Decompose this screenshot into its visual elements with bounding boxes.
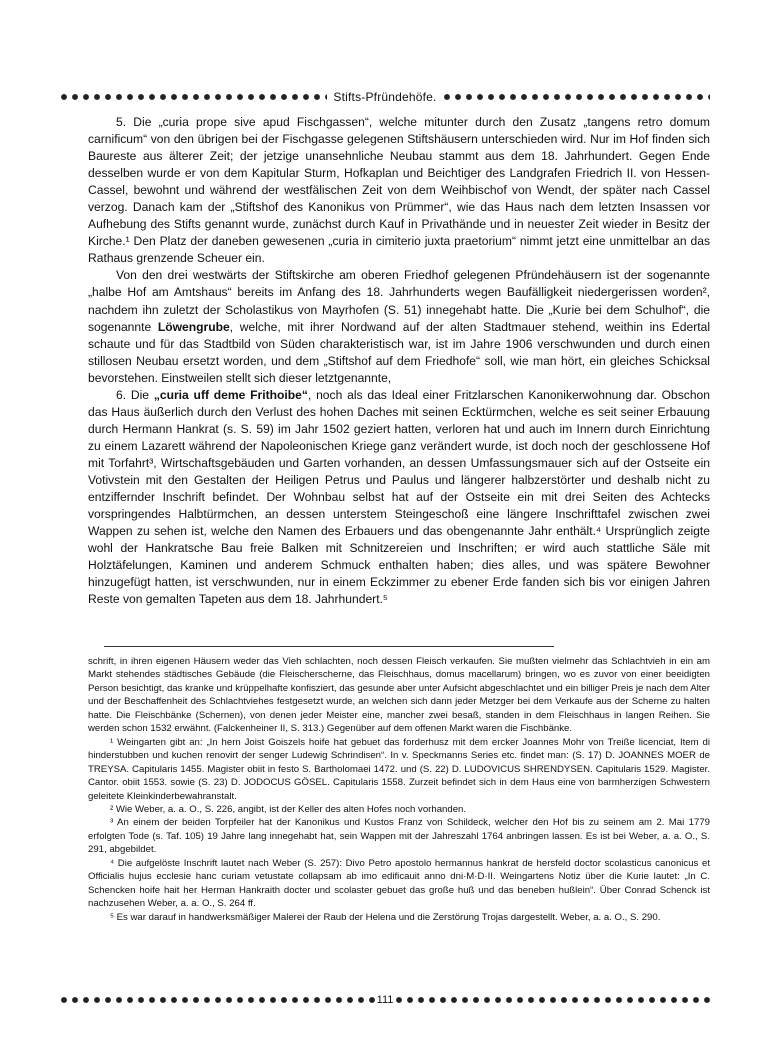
- paragraph-west-houses: Von den drei westwärts der Stiftskirche am oberen Friedhof gelegenen Pfründehäusern ist der sogenannte „halbe Hof am Amtshaus“ bereits im Anfang des 18. Jahrhunderts wegen Baufälligkeit niedergerissen worden², nachdem ihn zuletzt der Scholastikus von Mayrhofen (S. 51) innegehabt hatte. Die „Kurie bei dem Schulhof“, die sogenannte Löwengrube, welche, mit ihrer Nordwand auf der alten Stadtmauer stehend, weithin ins Edertal schaute und für das Stadtbild von Süden charakteristisch war, ist im Jahre 1906 verschwunden und durch einen stillosen Neubau ersetzt worden, und dem „Stiftshof auf dem Friedhofe“ soll, wie man hört, ein gleiches Schicksal bevorstehen. Einstweilen stellt sich dieser letztgenannte,: [88, 268, 711, 385]
- main-text: [88, 114, 710, 608]
- footnote-separator: [104, 646, 554, 647]
- ornament-band-left: [60, 92, 327, 102]
- footnote-3: ³ An einem der beiden Torpfeiler hat der Kanonikus und Kustos Franz von Schildeck, welcher den Hof bis zu seinem am 2. Mai 1779 erfolgten Tode (s. Taf. 105) 19 Jahre lang innegehabt hat, sein Wappen mit der Jahreszahl 1764 anbringen lassen. Es ist bei Weber, a. a. O., S. 291, abgebildet.: [88, 817, 710, 856]
- footnote-2: ² Wie Weber, a. a. O., S. 226, angibt, ist der Keller des alten Hofes noch vorhanden.: [110, 803, 467, 815]
- footnote-1: ¹ Weingarten gibt an: „In hern Joist Goiszels hoife hat gebuet das forderhusz mit dem ercker Joannes Mohr von Treiße licenciat, Item di hinderstubben und kuchen renovirt der senger Ludewig Schrindisen“. In v. Speckmanns Series etc. findet man: (S. 17) D. JOANNES MOER de TREYSA. Capitularis 1455. Magister obiit in festo S. Bartholomaei 1472. und (S. 22) D. LUDOVICUS SHRENDYSEN. Capitularis 1529. Magister. Cantor. obiit 1553. sowie (S. 23) D. JODOCUS GÖSEL. Capitularis 1558. Zurzeit befindet sich in dem Haus eine von barmherzigen Schwestern geleitete Kleinkinderbewahranstalt.: [88, 736, 710, 802]
- footer-ornament-right: [395, 995, 710, 1005]
- bold-curia-frithoibe: „curia uff deme Frithoibe“: [153, 387, 308, 402]
- ornament-band-right: [443, 92, 710, 102]
- paragraph-5: 5. Die „curia prope sive apud Fischgassen“, welche mitunter durch den Zusatz „tangens retro domum carnificum“ von den übrigen bei der Fischgasse gelegenen Stiftshäusern unterschieden wird. Nur im Hof finden sich Baureste aus älterer Zeit; der jetzige unansehnliche Neubau stammt aus dem 18. Jahrhundert. Gegen Ende desselben wurde er von dem Kapitular Sturm, Hofkaplan und Beichtiger des Landgrafen Friedrich II. von Hessen-Cassel, bewohnt und während der westfälischen Zeit von dem Weihbischof von Wendt, der später nach Cassel verzog. Danach kam der „Stiftshof des Kanonikus von Prümmer“, wie das Haus nach dem letzten Insassen vor Aufhebung des Stifts genannt wurde, zunächst durch Kauf in Privathände und in neuester Zeit wieder in Besitz der Kirche.¹ Den Platz der daneben gewesenen „curia in cimiterio juxta praetorium“ nimmt jetzt eine unmittelbar an das Rathaus grenzende Scheuer ein.: [88, 115, 710, 266]
- paragraph-6: 6. Die „curia uff deme Frithoibe“, noch als das Ideal einer Fritzlarschen Kanonikerwohnung dar. Obschon das Haus äußerlich durch den Verlust des hohen Daches mit seinen Ecktürmchen, welche es seit seiner Erbauung durch Hermann Hankrat (s. S. 59) im Jahr 1502 geziert hatten, verloren hat und auch im Innern durch Einrichtung zu einem Lazarett während der Napoleonischen Kriege ganz verändert wurde, ist doch noch der geschlossene Hof mit Torfahrt³, Wirtschaftsgebäuden und Garten vorhanden, an dessen Umfassungsmauer sich auf der Ostseite ein Votivstein mit den Gestalten der Heiligen Petrus und Paulus und längerer halbzerstörter und deshalb nicht zu entziffernder Inschrift befindet. Der Wohnbau selbst hat auf der Ostseite ein mit drei Seiten des Achtecks vorspringendes Halbtürmchen, an dessen unterstem Steingeschoß eine längere Inschrifttafel zwischen zwei Wappen zu sehen ist, welche den Namen des Erbauers und das obengenannte Jahr enthält.⁴ Ursprünglich zeigte wohl der Hankratsche Bau freie Balken mit Schnitzereien und Inschriften; er wird auch stattliche Säle mit Holztäfelungen, Kaminen und anderem Schmuck enthalten haben; dies alles, und was spätere Bewohner hinzugefügt hatten, ist verschwunden, nur in einem Eckzimmer zu ebener Erde fanden sich bis vor einigen Jahren Reste von gemalten Tapeten aus dem 18. Jahrhundert.⁵: [88, 387, 711, 607]
- footer-ornament-left: [60, 995, 375, 1005]
- bold-loewengrube: Löwengrube: [157, 319, 230, 334]
- running-header: [60, 88, 710, 106]
- footnotes: [88, 655, 710, 924]
- page-footer: [60, 992, 710, 1008]
- footnote-5: ⁵ Es war darauf in handwerksmäßiger Malerei der Raub der Helena und die Zerstörung Trojas dargestellt. Weber, a. a. O., S. 290.: [110, 911, 661, 923]
- footnote-continuation: schrift, in ihren eigenen Häusern weder das Vieh schlachten, noch dessen Fleisch verkaufen. Sie mußten vielmehr das Schlachtvieh in ein am Markt stehendes städtisches Gebäude (die Fleischerscherne, das Fleischhaus, domus macellarum) bringen, wo es zuvor von einer beeidigten Person besichtigt, das kranke und krüppelhafte konfisziert, das gesunde aber unter Aufsicht abgeschlachtet und ein billiger Preis je nach dem Alter und der Beschaffenheit des Schlachtviehes festgesetzt wurde, an welchen sich dann jeder Metzger bei dem Verkaufe aus der Scherne zu halten hatte. Die Fleischbänke (Schernen), von denen jeder Meister eine, mancher zwei besaß, standen in dem Fleischhaus in langen Reihen. Sie werden schon 1532 erwähnt. (Falckenheiner II, S. 313.) Gegenüber auf dem offenen Markt waren die Fischbänke.: [88, 656, 710, 735]
- footnote-4: ⁴ Die aufgelöste Inschrift lautet nach Weber (S. 257): Divo Petro apostolo hermannus hankrat de hersfeld doctor scolasticus canonicus et Officialis hujus ecclesie hanc curiam vetustate collapsam ab imo edificauit anno dni·M·D·II. Weingartens Notiz über die Kurie lautet: „In C. Schencken hoife hait her Herman Hankraith docter und scolaster gebuet das große huß und das beneben hußlein“. Über Conrad Schenck ist nachzusehen Weber, a. a. O., S. 264 ff.: [88, 857, 710, 910]
- page-number: 111: [376, 994, 394, 1006]
- running-title: Stifts-Pfründehöfe.: [333, 90, 437, 104]
